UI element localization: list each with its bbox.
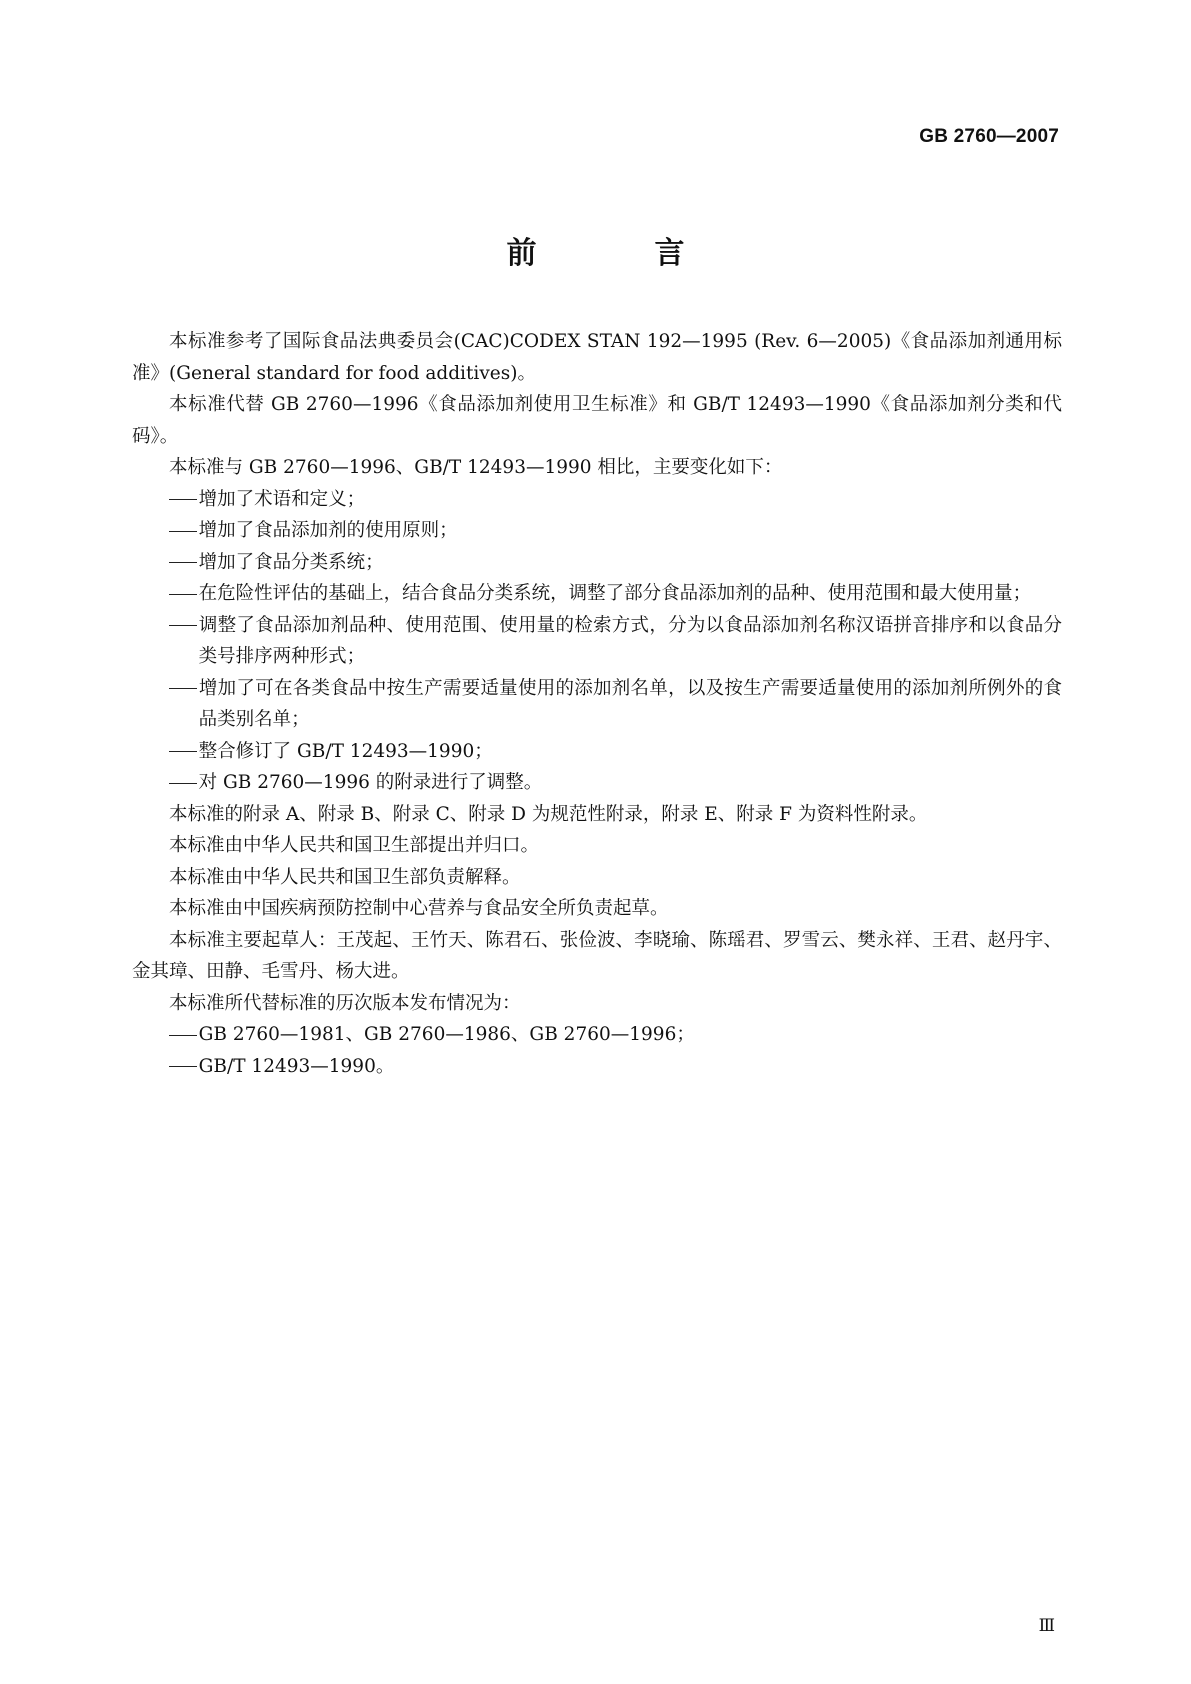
paragraph-interpretation: 本标准由中华人民共和国卫生部负责解释。 <box>169 866 521 888</box>
dash-marker <box>169 610 199 642</box>
list-item <box>132 673 1062 736</box>
paragraph-replaces: 本标准代替 GB 2760—1996《食品添加剂使用卫生标准》和 GB/T 12493—1990《食品添加剂分类和代码》。 <box>132 394 1062 447</box>
change-item-text: 对 GB 2760—1996 的附录进行了调整。 <box>198 772 543 793</box>
list-item <box>132 484 1062 516</box>
list-item <box>132 610 1062 673</box>
dash-marker <box>169 1051 199 1083</box>
dash-marker <box>169 515 199 547</box>
dash-marker <box>169 1019 199 1051</box>
paragraph-reference: 本标准参考了国际食品法典委员会(CAC)CODEX STAN 192—1995 (Rev. 6—2005)《食品添加剂通用标准》(General standard for food additives)。 <box>132 331 1062 384</box>
dash-marker <box>169 484 199 516</box>
list-item <box>132 547 1062 579</box>
history-item-text: GB 2760—1981、GB 2760—1986、GB 2760—1996； <box>198 1024 695 1045</box>
change-item-text: 在危险性评估的基础上，结合食品分类系统，调整了部分食品添加剂的品种、使用范围和最大使用量； <box>198 583 1032 604</box>
list-item <box>132 578 1062 610</box>
dash-marker <box>169 578 199 610</box>
paragraph-history-intro: 本标准所代替标准的历次版本发布情况为： <box>169 992 521 1014</box>
dash-marker <box>169 736 199 768</box>
list-item <box>132 767 1062 799</box>
standard-code-header: GB 2760—2007 <box>919 126 1059 147</box>
change-item-text: 增加了食品分类系统； <box>198 551 384 573</box>
change-item-text: 增加了术语和定义； <box>198 488 366 510</box>
history-item-text: GB/T 12493—1990。 <box>198 1055 395 1077</box>
change-item-text: 增加了食品添加剂的使用原则； <box>198 520 458 541</box>
list-item <box>132 515 1062 547</box>
dash-marker <box>169 767 199 799</box>
paragraph-drafting-unit: 本标准由中国疾病预防控制中心营养与食品安全所负责起草。 <box>169 898 669 919</box>
paragraph-drafters: 本标准主要起草人：王茂起、王竹天、陈君石、张俭波、李晓瑜、陈瑶君、罗雪云、樊永祥、王君、赵丹宇、金其璋、田静、毛雪丹、杨大进。 <box>132 929 1062 982</box>
change-item-text: 增加了可在各类食品中按生产需要适量使用的添加剂名单，以及按生产需要适量使用的添加剂所例外的食品类别名单； <box>198 677 1062 730</box>
paragraph-proposer: 本标准由中华人民共和国卫生部提出并归口。 <box>169 835 540 856</box>
list-item <box>132 1019 1062 1051</box>
change-item-text: 调整了食品添加剂品种、使用范围、使用量的检索方式，分为以食品添加剂名称汉语拼音排序和以食品分类号排序两种形式； <box>198 614 1062 667</box>
page-title: 前 言 <box>506 236 729 271</box>
document-body <box>132 326 1062 1082</box>
paragraph-changes-intro: 本标准与 GB 2760—1996、GB/T 12493—1990 相比，主要变化如下： <box>169 457 783 478</box>
paragraph-annexes: 本标准的附录 A、附录 B、附录 C、附录 D 为规范性附录，附录 E、附录 F 为资料性附录。 <box>169 803 928 825</box>
list-item <box>132 736 1062 768</box>
page-number: Ⅲ <box>1038 1616 1055 1636</box>
change-item-text: 整合修订了 GB/T 12493—1990； <box>198 740 493 762</box>
list-item <box>132 1051 1062 1083</box>
dash-marker <box>169 673 199 705</box>
dash-marker <box>169 547 199 579</box>
